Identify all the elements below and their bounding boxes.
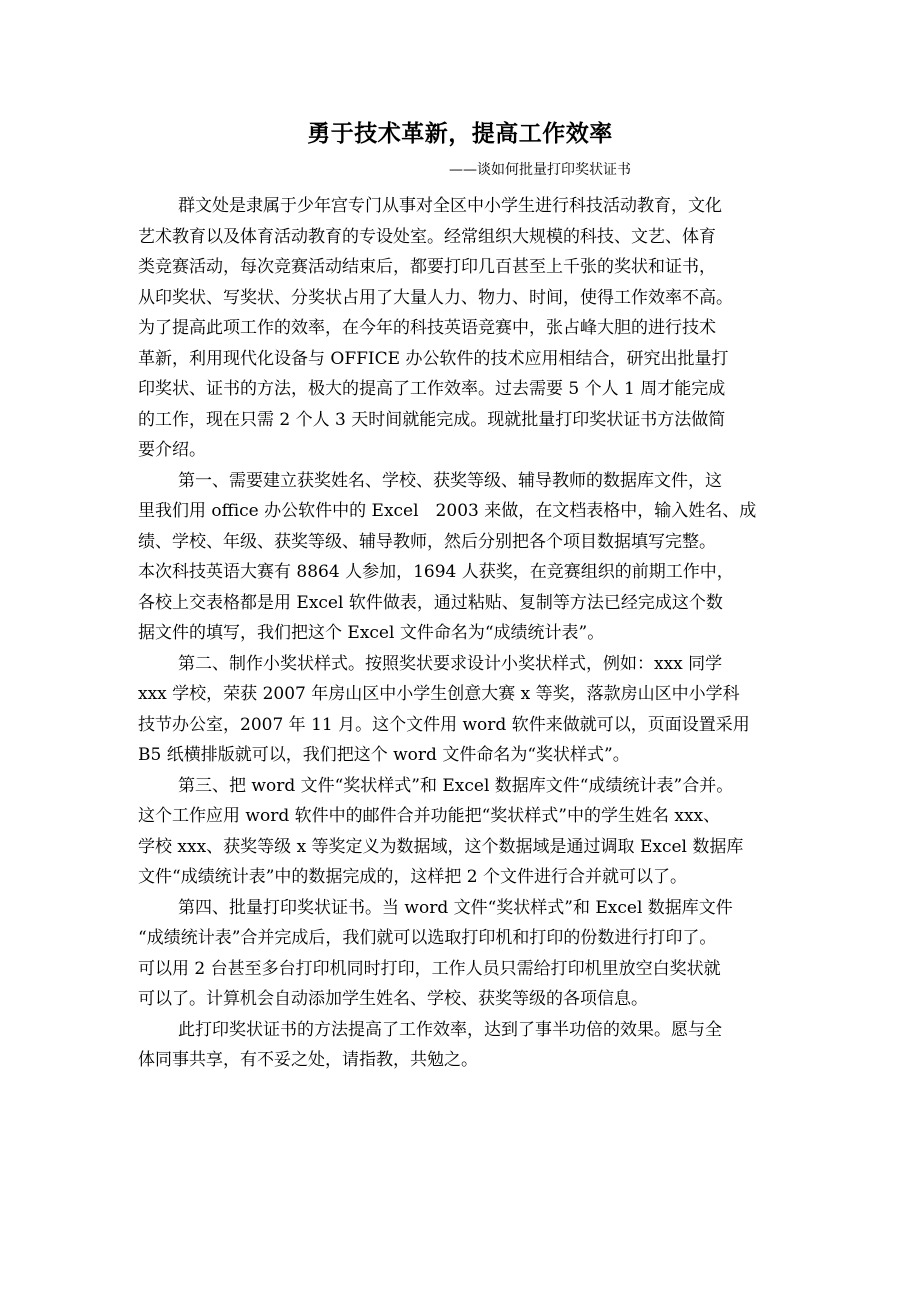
paragraph-line: 绩、学校、年级、获奖等级、辅导教师，然后分别把各个项目数据填写完整。 <box>138 531 716 552</box>
paragraph-line: 各校上交表格都是用 Excel 软件做表，通过粘贴、复制等方法已经完成这个数 <box>138 592 723 613</box>
paragraph-line: 可以用 2 台甚至多台打印机同时打印，工作人员只需给打印机里放空白奖状就 <box>138 958 721 979</box>
paragraph-line: 为了提高此项工作的效率，在今年的科技英语竞赛中，张占峰大胆的进行技术 <box>138 318 716 338</box>
paragraph-line: 技节办公室，2007 年 11 月。这个文件用 word 软件来做就可以，页面设置采用 <box>138 714 750 735</box>
paragraph-line: 第四、批量打印奖状证书。当 word 文件“奖状样式”和 Excel 数据库文件 <box>178 897 733 918</box>
paragraph-line: 从印奖状、写奖状、分奖状占用了大量人力、物力、时间，使得工作效率不高。 <box>138 287 733 308</box>
paragraph-line: “成绩统计表”合并完成后，我们就可以选取打印机和打印的份数进行打印了。 <box>138 928 717 948</box>
paragraph-line: 要介绍。 <box>138 440 206 460</box>
paragraph-line: 第一、需要建立获奖姓名、学校、获奖等级、辅导教师的数据库文件，这 <box>178 470 722 491</box>
paragraph-line: 据文件的填写，我们把这个 Excel 文件命名为“成绩统计表”。 <box>138 623 605 643</box>
paragraph-line: 这个工作应用 word 软件中的邮件合并功能把“奖状样式”中的学生姓名 xxx、 <box>138 806 721 826</box>
paragraph-line: 体同事共享，有不妥之处，请指教，共勉之。 <box>138 1050 478 1070</box>
paragraph-line: 群文处是隶属于少年宫专门从事对全区中小学生进行科技活动教育，文化 <box>178 196 722 216</box>
paragraph-line: 学校 xxx、获奖等级 x 等奖定义为数据域，这个数据域是通过调取 Excel 数据库 <box>138 836 744 857</box>
document-subtitle: ——谈如何批量打印奖状证书 <box>449 162 631 178</box>
paragraph-line: B5 纸横排版就可以，我们把这个 word 文件命名为“奖状样式”。 <box>138 745 630 765</box>
paragraph-line: 的工作，现在只需 2 个人 3 天时间就能完成。现就批量打印奖状证书方法做简 <box>138 409 726 430</box>
paragraph-line: 可以了。计算机会自动添加学生姓名、学校、获奖等级的各项信息。 <box>138 989 648 1009</box>
paragraph-line: 文件“成绩统计表”中的数据完成的，这样把 2 个文件进行合并就可以了。 <box>138 867 688 887</box>
paragraph-line: xxx 学校，荣获 2007 年房山区中小学生创意大赛 x 等奖，落款房山区中小学科 <box>138 684 740 704</box>
paragraph-line: 革新，利用现代化设备与 OFFICE 办公软件的技术应用相结合，研究出批量打 <box>138 348 729 369</box>
paragraph-line: 类竞赛活动，每次竞赛活动结束后，都要打印几百甚至上千张的奖状和证书， <box>138 257 716 277</box>
paragraph-line: 此打印奖状证书的方法提高了工作效率，达到了事半功倍的效果。愿与全 <box>178 1019 722 1040</box>
paragraph-line: 第三、把 word 文件“奖状样式”和 Excel 数据库文件“成绩统计表”合并。 <box>178 775 734 796</box>
document-title: 勇于技术革新，提高工作效率 <box>307 120 613 147</box>
paragraph-line: 艺术教育以及体育活动教育的专设处室。经常组织大规模的科技、文艺、体育 <box>138 226 716 247</box>
paragraph-line: 第二、制作小奖状样式。按照奖状要求设计小奖状样式，例如：xxx 同学 <box>178 653 723 674</box>
paragraph-line: 印奖状、证书的方法，极大的提高了工作效率。过去需要 5 个人 1 周才能完成 <box>138 379 726 399</box>
paragraph-line: 里我们用 office 办公软件中的 Excel 2003 来做，在文档表格中，输入姓名、成 <box>138 501 757 521</box>
document-body <box>138 191 788 1076</box>
paragraph-line: 本次科技英语大赛有 8864 人参加，1694 人获奖，在竞赛组织的前期工作中， <box>138 562 734 582</box>
